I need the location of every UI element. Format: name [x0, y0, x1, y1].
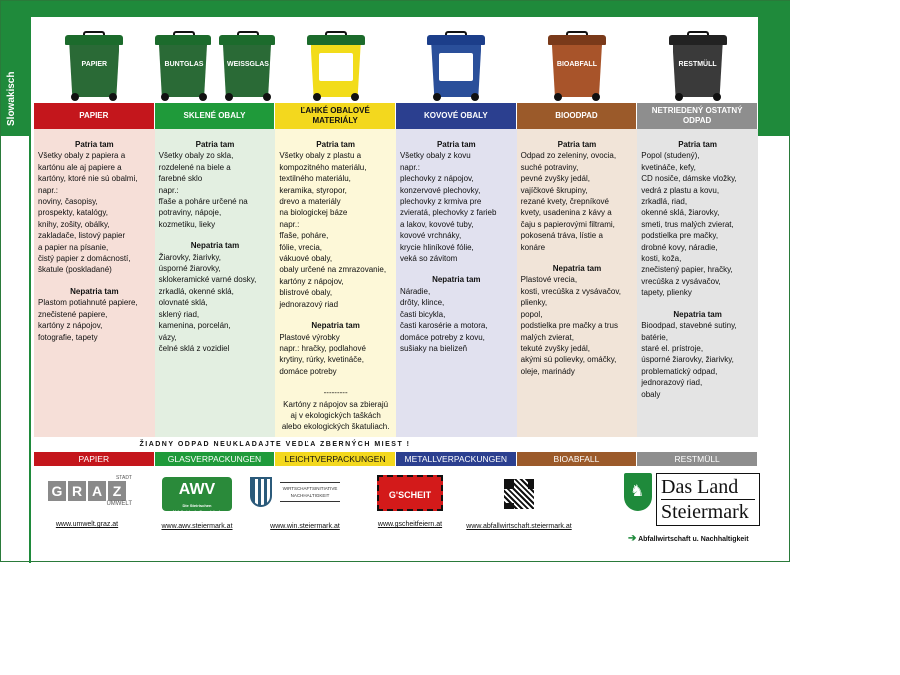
- bin-label: PAPIER: [81, 61, 108, 68]
- category-header: SKLENÉ OBALY: [155, 103, 276, 129]
- category-content: [637, 129, 758, 437]
- german-label-bio: BIOABFALL: [517, 452, 638, 466]
- accepted-title: Patria tam: [195, 140, 235, 149]
- bin-area: [517, 17, 638, 103]
- category-header: BIOODPAD: [517, 103, 638, 129]
- steiermark-logo[interactable]: [624, 473, 760, 526]
- accepted-items: Všetky obaly z plastu a kompozitného materiálu, textilného materiálu, keramika, styropor, drevo a materiály na biologickej báze napr.: fľaše, poháre, fólie, vrecia, vákuové obaly, obaly určené na zmrazovanie, kartóny z nápojov, blistrové obaly, jednorazový riad: [279, 151, 387, 309]
- column-bio: [517, 17, 638, 437]
- bin-wheel: [592, 93, 600, 101]
- waste-bin-icon: [427, 31, 485, 101]
- shield-icon: [250, 477, 272, 507]
- column-glas: [155, 17, 276, 437]
- bin-lid: [65, 35, 123, 45]
- category-content: [396, 129, 517, 437]
- category-content: [275, 129, 396, 437]
- column-papier: [34, 17, 155, 437]
- rejected-items: Plastom potiahnuté papiere, znečistené papiere, kartóny z nápojov, fotografie, tapety: [38, 298, 138, 342]
- graz-letter: G: [48, 481, 66, 501]
- bin-wheel: [71, 93, 79, 101]
- category-header: NETRIEDENÝ OSTATNÝ ODPAD: [637, 103, 758, 129]
- accepted-title: Patria tam: [316, 140, 355, 149]
- bin-label: WEISSGLAS: [226, 61, 269, 68]
- accepted-items: Všetky obaly zo skla, rozdelené na biele a farebné sklo napr.: fľaše a poháre určené na potraviny, nápoje, kozmetiku, lieky: [158, 151, 248, 229]
- graz-logo-top: STADT: [115, 475, 132, 481]
- graz-letter: R: [68, 481, 86, 501]
- graz-logo[interactable]: [42, 475, 132, 528]
- graz-logo-bottom: UMWELT: [106, 501, 132, 507]
- bin-area: [396, 17, 517, 103]
- top-green-band: [29, 1, 789, 17]
- bin-body: [159, 45, 207, 97]
- accepted-items: Všetky obaly z papiera a kartónu ale aj papiere a kartóny, ktoré nie sú obalmi, napr.: noviny, časopisy, prospekty, katalógy, knihy, zošity, obálky, zakladače, listový papier a papier na písanie, čistý papier z domácností, škatule (poskladané): [38, 151, 138, 275]
- category-header: ĽAHKÉ OBALOVÉ MATERIÁLY: [275, 103, 396, 129]
- bin-area: [637, 17, 758, 103]
- column-leicht: [275, 17, 396, 437]
- german-label-glas: GLASVERPACKUNGEN: [155, 452, 276, 466]
- graz-url[interactable]: www.umwelt.graz.at: [55, 521, 119, 528]
- warning-text: ŽIADNY ODPAD NEUKLADAJTE VEDĽA ZBERNÝCH MIEST !: [34, 438, 516, 451]
- rejected-title: Nepatria tam: [673, 309, 722, 319]
- bin-wheel: [263, 93, 271, 101]
- bin-wheel: [161, 93, 169, 101]
- bin-sticker-icon: [319, 53, 353, 81]
- waste-bin-icon: [669, 31, 727, 101]
- accepted-title: Patria tam: [678, 140, 717, 149]
- waste-bin-icon: [307, 31, 365, 101]
- awv-badge: [162, 477, 232, 514]
- german-label-row: [34, 452, 758, 466]
- rejected-title: Nepatria tam: [190, 241, 240, 251]
- german-label-leicht: LEICHTVERPACKUNGEN: [275, 452, 396, 466]
- column-metall: [396, 17, 517, 437]
- bin-lid: [548, 35, 606, 45]
- bin-lid: [219, 35, 275, 45]
- steiermark-line1: Das Land: [661, 475, 755, 500]
- bin-wheel: [713, 93, 721, 101]
- column-rest: [637, 17, 758, 437]
- side-language-band: [1, 1, 29, 136]
- bin-wheel: [199, 93, 207, 101]
- qr-code-logo[interactable]: [454, 477, 584, 530]
- right-green-band: [758, 1, 790, 136]
- partner-logos: [34, 471, 764, 561]
- abfall-tagline-text: Abfallwirtschaft u. Nachhaltigkeit: [638, 536, 749, 543]
- waste-bin-icon: [219, 31, 275, 101]
- rejected-title: Nepatria tam: [432, 275, 481, 285]
- rejected-items: Plastové vrecia, kosti, vrecúška z vysávačov, plienky, popol, podstielka pre mačky a trus malých zvierat, tekuté zvyšky jedál, akými sú polievky, omáčky, oleje, marinády: [520, 275, 621, 376]
- bin-area: [34, 17, 155, 103]
- awv-name: AWV: [178, 481, 216, 498]
- category-content: [155, 129, 276, 437]
- extra-note: --------- Kartóny z nápojov sa zbierajú aj v ekologických taškách alebo ekologických škatuliach.: [281, 388, 390, 432]
- abfall-tagline: [628, 533, 749, 544]
- bin-sticker-icon: [439, 53, 473, 81]
- win-text: WIRTSCHAFTSINITIATIVE NACHHALTIGKEIT: [280, 482, 340, 502]
- waste-bin-icon: [548, 31, 606, 101]
- bin-wheel: [433, 93, 441, 101]
- rejected-items: Bioodpad, stavebné sutiny, batérie, staré el. prístroje, úsporné žiarovky, žiarivky, problematický odpad, jednorazový riad, obaly: [641, 321, 737, 399]
- win-badge: [250, 477, 360, 507]
- category-columns: [34, 17, 758, 437]
- arrow-right-icon: ➔: [628, 533, 637, 544]
- gscheit-feiern-url[interactable]: www.gscheitfeiern.at: [377, 521, 443, 528]
- german-label-metall: METALLVERPACKUNGEN: [396, 452, 517, 466]
- bin-area: [155, 17, 276, 103]
- graz-letter: A: [88, 481, 106, 501]
- bin-label: RESTMÜLL: [678, 61, 717, 68]
- accepted-title: Patria tam: [436, 140, 476, 149]
- awv-logo[interactable]: [152, 477, 242, 530]
- bin-body: [69, 45, 119, 97]
- german-label-rest: RESTMÜLL: [637, 452, 758, 466]
- accepted-title: Patria tam: [557, 140, 597, 149]
- rejected-items: Žiarovky, žiarivky, úsporné žiarovky, sklokeramické varné dosky, zrkadlá, okenné sklá, olovnaté sklá, sklený riad, kamenina, porcelán, vázy, čelné sklá z vozidiel: [158, 252, 257, 353]
- qr-code-icon: [502, 477, 536, 511]
- bin-lid: [669, 35, 727, 45]
- category-content: [517, 129, 638, 437]
- steiermark-line2: Steiermark: [661, 501, 749, 523]
- side-green-line: [29, 1, 31, 563]
- accepted-items: Popol (studený), kvetináče, kefy, CD nosiče, dámske vložky, vedrá z plastu a kovu, zrkadlá, riad, okenné sklá, žiarovky, smeti, trus malých zvierat, podstielka pre mačky, drobné kovy, náradie, kosti, koža, znečistený papier, hračky, vrecúška z vysávačov, tapety, plienky: [641, 151, 737, 298]
- german-label-papier: PAPIER: [34, 452, 155, 466]
- rejected-title: Nepatria tam: [311, 321, 360, 331]
- bin-wheel: [471, 93, 479, 101]
- category-header: PAPIER: [34, 103, 155, 129]
- category-header: KOVOVÉ OBALY: [396, 103, 517, 129]
- steiermark-wordmark: [656, 473, 760, 526]
- waste-bin-icon: [155, 31, 211, 101]
- rejected-items: Náradie, drôty, klince, časti bicykla, časti karosérie a motora, domáce potreby z kovu, sušiaky na bielizeň: [399, 286, 488, 353]
- win-url[interactable]: www.win.steiermark.at: [270, 523, 340, 530]
- bin-wheel: [313, 93, 321, 101]
- bin-lid: [307, 35, 365, 45]
- bin-wheel: [554, 93, 562, 101]
- panther-crest-icon: [624, 473, 652, 511]
- bin-label: BIOABFALL: [556, 61, 597, 68]
- graz-letter: Z: [108, 481, 126, 501]
- gscheit-feiern-logo[interactable]: [370, 475, 450, 536]
- graz-letters: [42, 481, 132, 501]
- language-label: Slowakisch: [6, 71, 17, 126]
- waste-bin-icon: [65, 31, 123, 101]
- bin-body: [673, 45, 723, 97]
- awv-url[interactable]: www.awv.steiermark.at: [161, 523, 233, 530]
- rejected-title: Nepatria tam: [552, 264, 602, 274]
- bin-lid: [427, 35, 485, 45]
- accepted-items: Odpad zo zeleniny, ovocia, suché potraviny, pevné zvyšky jedál, vajíčkové škrupiny, rezané kvety, črepníkové kvety, usadenina z kávy a čaju s papierovými filtrami, pokosená tráva, lístie a konáre: [520, 151, 617, 252]
- bin-body: [223, 45, 271, 97]
- bin-wheel: [675, 93, 683, 101]
- awv-sub: Die Steirischen Abfallwirtschaftsverbände: [171, 503, 222, 514]
- bin-wheel: [225, 93, 233, 101]
- rejected-items: Plastové výrobky napr.: hračky, podlahové krytiny, rúrky, kvetináče, domáce potreby: [279, 332, 366, 376]
- bin-lid: [155, 35, 211, 45]
- bin-area: [275, 17, 396, 103]
- bin-wheel: [351, 93, 359, 101]
- bin-body: [552, 45, 602, 97]
- gscheit-feiern-badge: G'SCHEIT FEIERN: [377, 475, 443, 511]
- category-content: [34, 129, 155, 437]
- win-logo[interactable]: [250, 477, 360, 530]
- rejected-title: Nepatria tam: [70, 286, 119, 296]
- bin-wheel: [109, 93, 117, 101]
- accepted-title: Patria tam: [74, 140, 114, 149]
- bin-label: BUNTGLAS: [164, 61, 204, 68]
- accepted-items: Všetky obaly z kovu napr.: plechovky z nápojov, konzervové plechovky, plechovky z krmiva pre zvieratá, plechovky z farieb a lakov, kovové tuby, kovové vrchnáky, krycie hliníkové fólie, veká so závitom: [399, 151, 497, 264]
- abfallwirtschaft-url[interactable]: www.abfallwirtschaft.steiermark.at: [466, 523, 572, 530]
